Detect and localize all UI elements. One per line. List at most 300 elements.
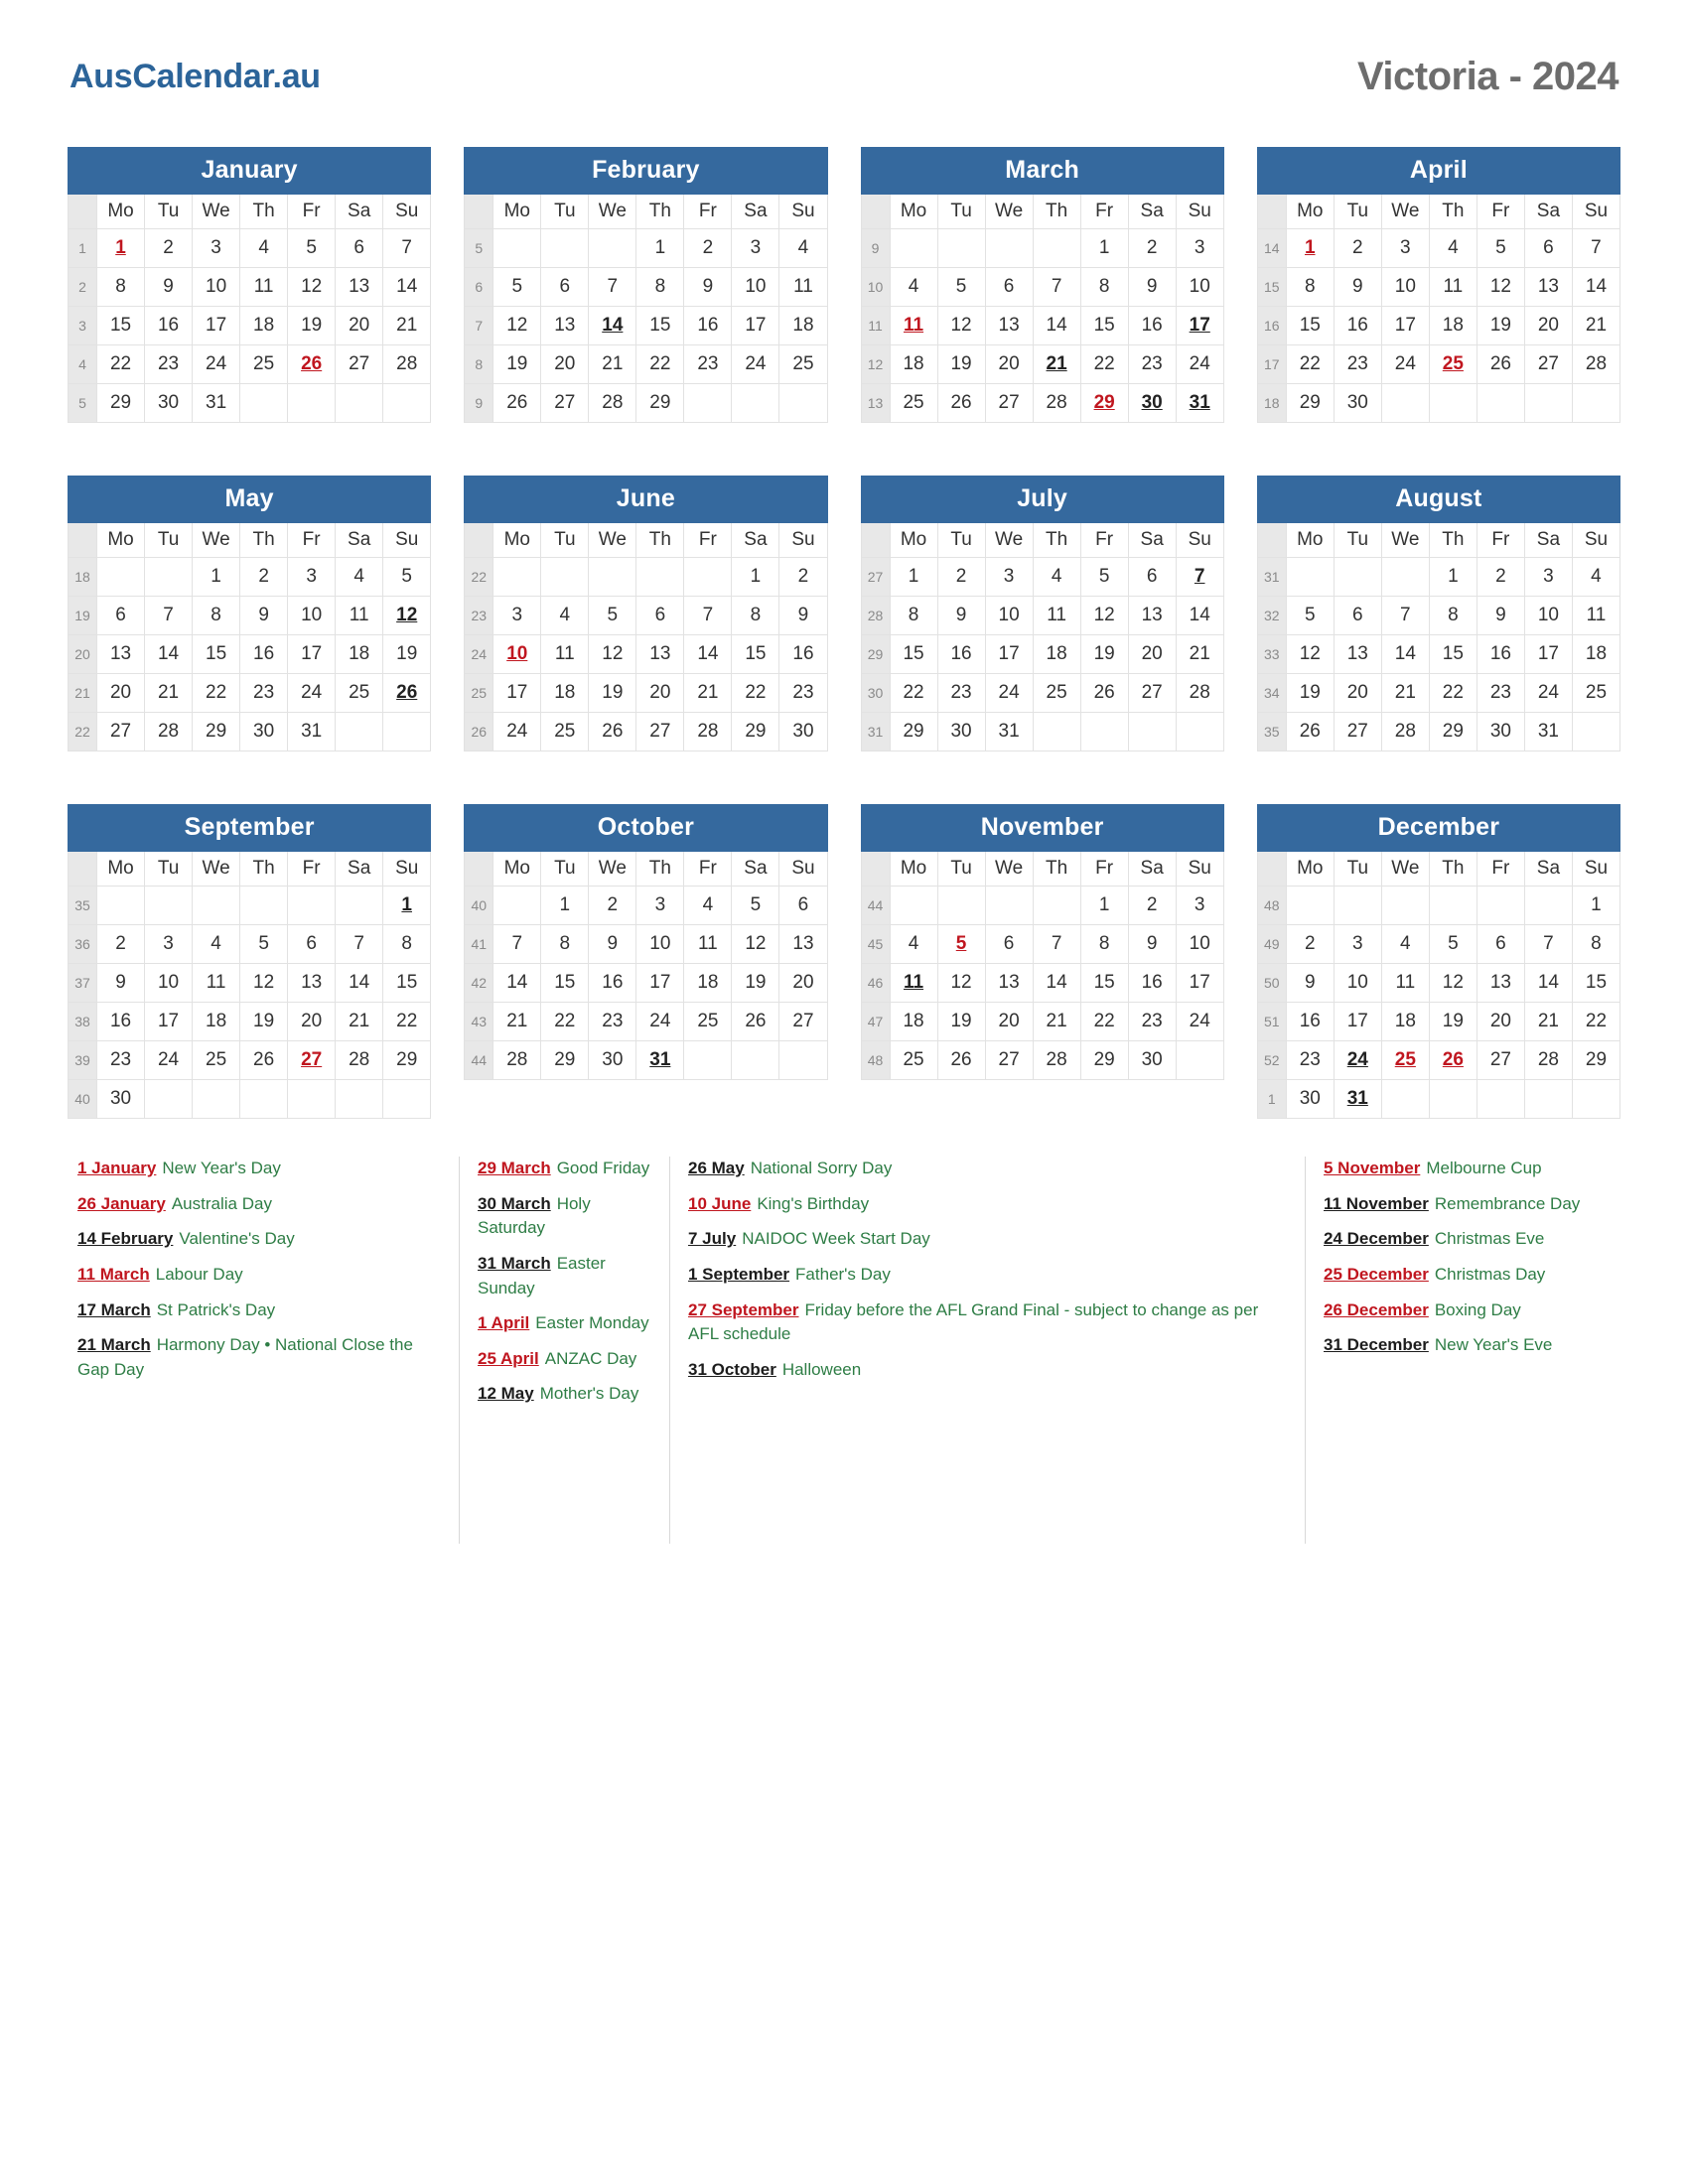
- day-cell[interactable]: [288, 597, 336, 635]
- day-cell[interactable]: [636, 384, 684, 423]
- day-cell[interactable]: [97, 925, 145, 964]
- day-cell[interactable]: [1286, 1003, 1334, 1041]
- day-cell[interactable]: [1033, 925, 1080, 964]
- day-cell[interactable]: [336, 1003, 383, 1041]
- day-cell[interactable]: [1572, 674, 1619, 713]
- day-cell[interactable]: [890, 1041, 937, 1080]
- day-cell[interactable]: [288, 635, 336, 674]
- day-cell[interactable]: [1429, 229, 1477, 268]
- day-cell[interactable]: [1524, 635, 1572, 674]
- day-cell[interactable]: [937, 345, 985, 384]
- day-cell[interactable]: [1176, 345, 1223, 384]
- day-cell[interactable]: [1176, 384, 1223, 423]
- day-cell[interactable]: [732, 229, 779, 268]
- day-cell[interactable]: [1033, 597, 1080, 635]
- day-cell[interactable]: [1572, 597, 1619, 635]
- day-cell[interactable]: [589, 1003, 636, 1041]
- day-cell[interactable]: [636, 1003, 684, 1041]
- day-cell[interactable]: [985, 558, 1033, 597]
- day-cell[interactable]: [1080, 268, 1128, 307]
- day-cell[interactable]: [779, 925, 827, 964]
- day-cell[interactable]: [890, 674, 937, 713]
- day-cell[interactable]: [684, 229, 732, 268]
- day-cell[interactable]: [937, 558, 985, 597]
- day-cell[interactable]: [985, 925, 1033, 964]
- day-cell[interactable]: [937, 964, 985, 1003]
- day-cell[interactable]: [288, 674, 336, 713]
- day-cell[interactable]: [493, 384, 541, 423]
- day-cell[interactable]: [1033, 1003, 1080, 1041]
- day-cell[interactable]: [193, 268, 240, 307]
- day-cell[interactable]: [779, 635, 827, 674]
- day-cell[interactable]: [1429, 635, 1477, 674]
- day-cell[interactable]: [1080, 674, 1128, 713]
- day-cell[interactable]: [145, 307, 193, 345]
- day-cell[interactable]: [145, 1003, 193, 1041]
- day-cell[interactable]: [97, 1003, 145, 1041]
- day-cell[interactable]: [240, 1041, 288, 1080]
- day-cell[interactable]: [985, 307, 1033, 345]
- day-cell[interactable]: [145, 345, 193, 384]
- day-cell[interactable]: [1572, 229, 1619, 268]
- day-cell[interactable]: [383, 925, 431, 964]
- day-cell[interactable]: [1477, 1041, 1524, 1080]
- day-cell[interactable]: [1572, 887, 1619, 925]
- day-cell[interactable]: [937, 674, 985, 713]
- day-cell[interactable]: [193, 925, 240, 964]
- day-cell[interactable]: [336, 1041, 383, 1080]
- day-cell[interactable]: [1286, 674, 1334, 713]
- day-cell[interactable]: [684, 713, 732, 751]
- day-cell[interactable]: [985, 674, 1033, 713]
- day-cell[interactable]: [1286, 925, 1334, 964]
- day-cell[interactable]: [1477, 925, 1524, 964]
- day-cell[interactable]: [1477, 268, 1524, 307]
- day-cell[interactable]: [336, 558, 383, 597]
- day-cell[interactable]: [1176, 635, 1223, 674]
- day-cell[interactable]: [1128, 268, 1176, 307]
- day-cell[interactable]: [1286, 307, 1334, 345]
- day-cell[interactable]: [1572, 345, 1619, 384]
- day-cell[interactable]: [684, 1003, 732, 1041]
- day-cell[interactable]: [97, 597, 145, 635]
- day-cell[interactable]: [1176, 268, 1223, 307]
- day-cell[interactable]: [1334, 307, 1381, 345]
- day-cell[interactable]: [336, 597, 383, 635]
- day-cell[interactable]: [493, 674, 541, 713]
- day-cell[interactable]: [97, 307, 145, 345]
- day-cell[interactable]: [288, 558, 336, 597]
- day-cell[interactable]: [145, 268, 193, 307]
- day-cell[interactable]: [1334, 1041, 1381, 1080]
- day-cell[interactable]: [288, 268, 336, 307]
- day-cell[interactable]: [779, 887, 827, 925]
- day-cell[interactable]: [890, 384, 937, 423]
- day-cell[interactable]: [1334, 1003, 1381, 1041]
- day-cell[interactable]: [288, 713, 336, 751]
- day-cell[interactable]: [1572, 1003, 1619, 1041]
- day-cell[interactable]: [779, 1003, 827, 1041]
- day-cell[interactable]: [1080, 384, 1128, 423]
- day-cell[interactable]: [193, 597, 240, 635]
- day-cell[interactable]: [937, 268, 985, 307]
- day-cell[interactable]: [1176, 558, 1223, 597]
- day-cell[interactable]: [145, 925, 193, 964]
- day-cell[interactable]: [1176, 887, 1223, 925]
- day-cell[interactable]: [288, 229, 336, 268]
- day-cell[interactable]: [1429, 1003, 1477, 1041]
- day-cell[interactable]: [636, 597, 684, 635]
- day-cell[interactable]: [541, 307, 589, 345]
- day-cell[interactable]: [97, 384, 145, 423]
- day-cell[interactable]: [97, 635, 145, 674]
- day-cell[interactable]: [1429, 713, 1477, 751]
- day-cell[interactable]: [1429, 1041, 1477, 1080]
- day-cell[interactable]: [1128, 384, 1176, 423]
- day-cell[interactable]: [193, 345, 240, 384]
- day-cell[interactable]: [1033, 268, 1080, 307]
- day-cell[interactable]: [541, 1041, 589, 1080]
- day-cell[interactable]: [97, 674, 145, 713]
- day-cell[interactable]: [1477, 345, 1524, 384]
- day-cell[interactable]: [1128, 964, 1176, 1003]
- day-cell[interactable]: [732, 925, 779, 964]
- day-cell[interactable]: [1477, 674, 1524, 713]
- day-cell[interactable]: [541, 345, 589, 384]
- day-cell[interactable]: [240, 964, 288, 1003]
- day-cell[interactable]: [1381, 345, 1429, 384]
- day-cell[interactable]: [636, 1041, 684, 1080]
- day-cell[interactable]: [937, 925, 985, 964]
- day-cell[interactable]: [589, 307, 636, 345]
- day-cell[interactable]: [145, 964, 193, 1003]
- day-cell[interactable]: [336, 307, 383, 345]
- day-cell[interactable]: [145, 597, 193, 635]
- day-cell[interactable]: [985, 597, 1033, 635]
- day-cell[interactable]: [985, 1003, 1033, 1041]
- day-cell[interactable]: [1381, 597, 1429, 635]
- day-cell[interactable]: [779, 558, 827, 597]
- day-cell[interactable]: [97, 1041, 145, 1080]
- day-cell[interactable]: [1080, 887, 1128, 925]
- day-cell[interactable]: [732, 964, 779, 1003]
- day-cell[interactable]: [1381, 964, 1429, 1003]
- day-cell[interactable]: [684, 345, 732, 384]
- day-cell[interactable]: [1128, 887, 1176, 925]
- day-cell[interactable]: [1033, 964, 1080, 1003]
- day-cell[interactable]: [779, 597, 827, 635]
- day-cell[interactable]: [493, 1003, 541, 1041]
- day-cell[interactable]: [1572, 268, 1619, 307]
- day-cell[interactable]: [937, 384, 985, 423]
- day-cell[interactable]: [240, 597, 288, 635]
- day-cell[interactable]: [193, 384, 240, 423]
- day-cell[interactable]: [1477, 635, 1524, 674]
- day-cell[interactable]: [684, 887, 732, 925]
- day-cell[interactable]: [1176, 229, 1223, 268]
- day-cell[interactable]: [1080, 229, 1128, 268]
- day-cell[interactable]: [1128, 597, 1176, 635]
- day-cell[interactable]: [589, 713, 636, 751]
- day-cell[interactable]: [890, 925, 937, 964]
- day-cell[interactable]: [97, 964, 145, 1003]
- day-cell[interactable]: [636, 674, 684, 713]
- day-cell[interactable]: [541, 925, 589, 964]
- day-cell[interactable]: [1381, 635, 1429, 674]
- day-cell[interactable]: [636, 268, 684, 307]
- day-cell[interactable]: [1429, 268, 1477, 307]
- day-cell[interactable]: [1524, 1003, 1572, 1041]
- day-cell[interactable]: [1334, 597, 1381, 635]
- day-cell[interactable]: [1524, 1041, 1572, 1080]
- day-cell[interactable]: [1381, 674, 1429, 713]
- day-cell[interactable]: [1176, 307, 1223, 345]
- day-cell[interactable]: [1286, 229, 1334, 268]
- day-cell[interactable]: [1381, 1003, 1429, 1041]
- day-cell[interactable]: [383, 1041, 431, 1080]
- day-cell[interactable]: [890, 1003, 937, 1041]
- day-cell[interactable]: [589, 887, 636, 925]
- day-cell[interactable]: [779, 964, 827, 1003]
- day-cell[interactable]: [336, 268, 383, 307]
- day-cell[interactable]: [1286, 1080, 1334, 1119]
- day-cell[interactable]: [145, 674, 193, 713]
- day-cell[interactable]: [985, 635, 1033, 674]
- day-cell[interactable]: [193, 964, 240, 1003]
- day-cell[interactable]: [1128, 1041, 1176, 1080]
- day-cell[interactable]: [383, 964, 431, 1003]
- day-cell[interactable]: [145, 713, 193, 751]
- day-cell[interactable]: [1334, 635, 1381, 674]
- day-cell[interactable]: [541, 1003, 589, 1041]
- day-cell[interactable]: [985, 345, 1033, 384]
- day-cell[interactable]: [336, 964, 383, 1003]
- day-cell[interactable]: [1524, 558, 1572, 597]
- day-cell[interactable]: [779, 268, 827, 307]
- day-cell[interactable]: [985, 713, 1033, 751]
- day-cell[interactable]: [493, 307, 541, 345]
- day-cell[interactable]: [493, 597, 541, 635]
- day-cell[interactable]: [732, 635, 779, 674]
- day-cell[interactable]: [240, 229, 288, 268]
- day-cell[interactable]: [684, 964, 732, 1003]
- day-cell[interactable]: [541, 268, 589, 307]
- day-cell[interactable]: [541, 887, 589, 925]
- day-cell[interactable]: [1524, 307, 1572, 345]
- day-cell[interactable]: [1033, 674, 1080, 713]
- day-cell[interactable]: [1334, 1080, 1381, 1119]
- day-cell[interactable]: [1524, 597, 1572, 635]
- day-cell[interactable]: [890, 345, 937, 384]
- day-cell[interactable]: [684, 635, 732, 674]
- day-cell[interactable]: [779, 229, 827, 268]
- day-cell[interactable]: [779, 307, 827, 345]
- day-cell[interactable]: [1334, 345, 1381, 384]
- day-cell[interactable]: [1128, 925, 1176, 964]
- day-cell[interactable]: [193, 307, 240, 345]
- day-cell[interactable]: [288, 925, 336, 964]
- day-cell[interactable]: [1033, 558, 1080, 597]
- day-cell[interactable]: [985, 268, 1033, 307]
- day-cell[interactable]: [1334, 713, 1381, 751]
- day-cell[interactable]: [890, 597, 937, 635]
- day-cell[interactable]: [1572, 925, 1619, 964]
- day-cell[interactable]: [589, 964, 636, 1003]
- day-cell[interactable]: [1080, 925, 1128, 964]
- day-cell[interactable]: [288, 345, 336, 384]
- day-cell[interactable]: [937, 597, 985, 635]
- day-cell[interactable]: [589, 268, 636, 307]
- day-cell[interactable]: [890, 635, 937, 674]
- day-cell[interactable]: [97, 268, 145, 307]
- day-cell[interactable]: [541, 597, 589, 635]
- day-cell[interactable]: [240, 345, 288, 384]
- day-cell[interactable]: [732, 597, 779, 635]
- day-cell[interactable]: [145, 229, 193, 268]
- day-cell[interactable]: [541, 384, 589, 423]
- day-cell[interactable]: [336, 674, 383, 713]
- day-cell[interactable]: [1381, 307, 1429, 345]
- day-cell[interactable]: [732, 1003, 779, 1041]
- day-cell[interactable]: [1128, 345, 1176, 384]
- day-cell[interactable]: [985, 384, 1033, 423]
- day-cell[interactable]: [1381, 1041, 1429, 1080]
- day-cell[interactable]: [193, 713, 240, 751]
- day-cell[interactable]: [1334, 674, 1381, 713]
- day-cell[interactable]: [1128, 635, 1176, 674]
- day-cell[interactable]: [383, 887, 431, 925]
- day-cell[interactable]: [1033, 1041, 1080, 1080]
- day-cell[interactable]: [1524, 964, 1572, 1003]
- day-cell[interactable]: [589, 925, 636, 964]
- day-cell[interactable]: [1286, 1041, 1334, 1080]
- day-cell[interactable]: [1429, 674, 1477, 713]
- day-cell[interactable]: [240, 635, 288, 674]
- day-cell[interactable]: [589, 635, 636, 674]
- day-cell[interactable]: [240, 674, 288, 713]
- day-cell[interactable]: [636, 964, 684, 1003]
- day-cell[interactable]: [1080, 964, 1128, 1003]
- day-cell[interactable]: [1524, 674, 1572, 713]
- day-cell[interactable]: [493, 268, 541, 307]
- day-cell[interactable]: [732, 268, 779, 307]
- day-cell[interactable]: [383, 674, 431, 713]
- day-cell[interactable]: [1381, 268, 1429, 307]
- day-cell[interactable]: [732, 345, 779, 384]
- day-cell[interactable]: [541, 964, 589, 1003]
- day-cell[interactable]: [684, 268, 732, 307]
- day-cell[interactable]: [1080, 1003, 1128, 1041]
- day-cell[interactable]: [1524, 268, 1572, 307]
- day-cell[interactable]: [1381, 925, 1429, 964]
- day-cell[interactable]: [1572, 635, 1619, 674]
- day-cell[interactable]: [1429, 925, 1477, 964]
- day-cell[interactable]: [1128, 1003, 1176, 1041]
- day-cell[interactable]: [493, 713, 541, 751]
- day-cell[interactable]: [890, 268, 937, 307]
- day-cell[interactable]: [1334, 964, 1381, 1003]
- day-cell[interactable]: [1033, 384, 1080, 423]
- day-cell[interactable]: [636, 229, 684, 268]
- day-cell[interactable]: [1128, 558, 1176, 597]
- day-cell[interactable]: [1477, 597, 1524, 635]
- day-cell[interactable]: [1033, 307, 1080, 345]
- day-cell[interactable]: [1477, 307, 1524, 345]
- day-cell[interactable]: [240, 713, 288, 751]
- day-cell[interactable]: [1033, 635, 1080, 674]
- day-cell[interactable]: [636, 887, 684, 925]
- day-cell[interactable]: [541, 674, 589, 713]
- day-cell[interactable]: [288, 307, 336, 345]
- day-cell[interactable]: [589, 597, 636, 635]
- day-cell[interactable]: [1286, 268, 1334, 307]
- day-cell[interactable]: [1286, 713, 1334, 751]
- site-logo[interactable]: AusCalendar.au: [70, 58, 321, 95]
- day-cell[interactable]: [589, 345, 636, 384]
- day-cell[interactable]: [1334, 268, 1381, 307]
- day-cell[interactable]: [541, 713, 589, 751]
- day-cell[interactable]: [193, 674, 240, 713]
- day-cell[interactable]: [937, 713, 985, 751]
- day-cell[interactable]: [684, 307, 732, 345]
- day-cell[interactable]: [589, 384, 636, 423]
- day-cell[interactable]: [288, 964, 336, 1003]
- day-cell[interactable]: [383, 345, 431, 384]
- day-cell[interactable]: [1477, 713, 1524, 751]
- day-cell[interactable]: [1286, 635, 1334, 674]
- day-cell[interactable]: [1033, 345, 1080, 384]
- day-cell[interactable]: [493, 1041, 541, 1080]
- day-cell[interactable]: [240, 268, 288, 307]
- day-cell[interactable]: [1176, 674, 1223, 713]
- day-cell[interactable]: [1572, 1041, 1619, 1080]
- day-cell[interactable]: [890, 307, 937, 345]
- day-cell[interactable]: [383, 229, 431, 268]
- day-cell[interactable]: [1429, 307, 1477, 345]
- day-cell[interactable]: [890, 713, 937, 751]
- day-cell[interactable]: [1286, 345, 1334, 384]
- day-cell[interactable]: [636, 925, 684, 964]
- day-cell[interactable]: [193, 1003, 240, 1041]
- day-cell[interactable]: [636, 713, 684, 751]
- day-cell[interactable]: [193, 635, 240, 674]
- day-cell[interactable]: [1477, 558, 1524, 597]
- day-cell[interactable]: [937, 1041, 985, 1080]
- day-cell[interactable]: [1128, 229, 1176, 268]
- day-cell[interactable]: [1477, 1003, 1524, 1041]
- day-cell[interactable]: [1176, 1003, 1223, 1041]
- day-cell[interactable]: [1477, 964, 1524, 1003]
- day-cell[interactable]: [937, 1003, 985, 1041]
- day-cell[interactable]: [779, 345, 827, 384]
- day-cell[interactable]: [1429, 558, 1477, 597]
- day-cell[interactable]: [732, 887, 779, 925]
- day-cell[interactable]: [1429, 345, 1477, 384]
- day-cell[interactable]: [1572, 964, 1619, 1003]
- day-cell[interactable]: [1334, 925, 1381, 964]
- day-cell[interactable]: [493, 925, 541, 964]
- day-cell[interactable]: [383, 1003, 431, 1041]
- day-cell[interactable]: [193, 1041, 240, 1080]
- day-cell[interactable]: [779, 674, 827, 713]
- day-cell[interactable]: [145, 635, 193, 674]
- day-cell[interactable]: [890, 558, 937, 597]
- day-cell[interactable]: [1176, 597, 1223, 635]
- day-cell[interactable]: [1524, 925, 1572, 964]
- day-cell[interactable]: [383, 558, 431, 597]
- day-cell[interactable]: [684, 597, 732, 635]
- day-cell[interactable]: [383, 635, 431, 674]
